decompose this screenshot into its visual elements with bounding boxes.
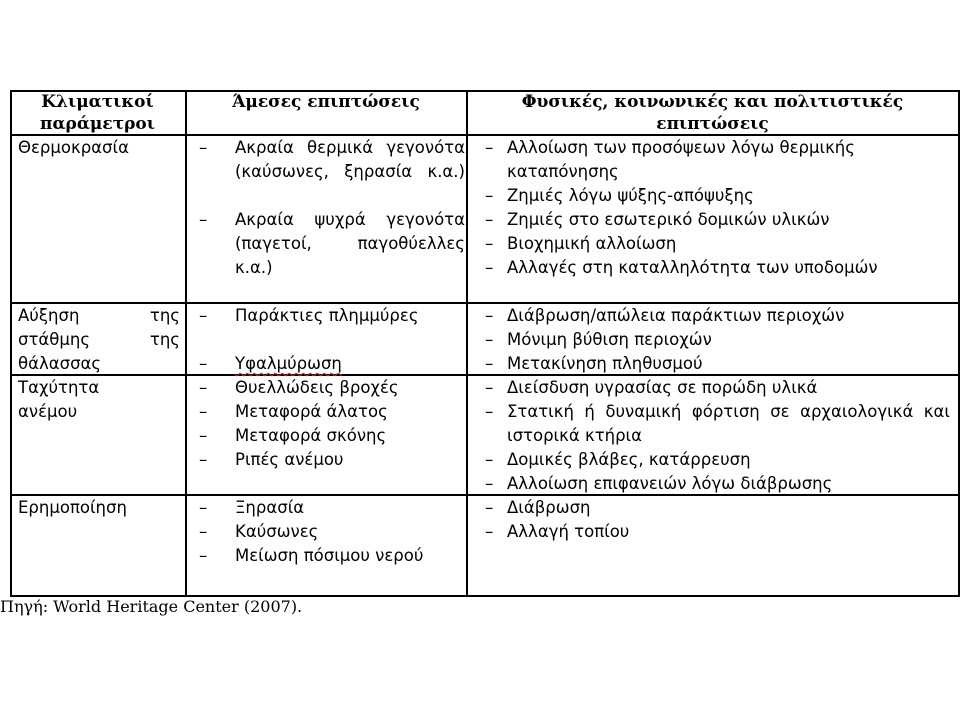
immediate-item: Μεταφορά σκόνης: [235, 426, 387, 445]
immediate-item: Μεταφορά άλατος: [235, 402, 388, 421]
immediate-item: Μείωση πόσιμου νερού: [235, 546, 424, 565]
header-immediate-impacts: Άμεσες επιπτώσεις: [232, 92, 420, 112]
effect-item: Διάβρωση/απώλεια παράκτιων περιοχών: [507, 306, 845, 325]
dash-marker: –: [199, 138, 208, 157]
immediate-item-text: Υφαλμύρωση: [235, 354, 342, 373]
dash-marker: –: [199, 378, 208, 397]
header-parameters: Κλιματικοί παράμετροι: [40, 92, 155, 134]
dash-marker: –: [485, 210, 494, 229]
effect-item: Δομικές βλάβες, κατάρρευση: [507, 450, 751, 469]
effect-item: Αλλοίωση των προσόψεων λόγω θερμικής καταπόνησης: [507, 138, 855, 181]
dash-marker: –: [485, 378, 494, 397]
dash-marker: –: [199, 426, 208, 445]
immediate-item: [235, 208, 465, 280]
dash-marker: –: [485, 498, 494, 517]
effect-item: Βιοχημική αλλοίωση: [507, 234, 677, 253]
dash-marker: –: [199, 354, 208, 373]
dash-marker: –: [199, 498, 208, 517]
dash-marker: –: [485, 522, 494, 541]
effect-item: Αλλαγή τοπίου: [507, 522, 630, 541]
immediate-item: Παράκτιες πλημμύρες: [235, 306, 419, 325]
column-divider-2: [466, 90, 468, 597]
dash-marker: –: [485, 306, 494, 325]
dash-marker: –: [199, 306, 208, 325]
effect-item: Αλλαγές στη καταλληλότητα των υποδομών: [507, 258, 878, 277]
immediate-item-text: Ακραία ψυχρά γεγονότα (παγετοί, παγοθύελλες κ.α.): [235, 210, 465, 277]
table-border-left: [10, 90, 12, 597]
dash-marker: –: [485, 402, 494, 421]
dash-marker: –: [485, 354, 494, 373]
dash-marker: –: [485, 450, 494, 469]
dash-marker: –: [485, 138, 494, 157]
column-divider-1: [185, 90, 187, 597]
effect-item: Μόνιμη βύθιση περιοχών: [507, 330, 712, 349]
immediate-item: Ακραία θερμικά γεγονότα (καύσωνες, ξηρασία κ.α.): [235, 138, 465, 181]
parameter-sea-level-rise: Αύξηση της στάθμης της θάλασσας: [18, 306, 180, 373]
parameter-wind-speed: Ταχύτητα ανέμου: [18, 378, 100, 421]
immediate-item: Καύσωνες: [235, 522, 319, 541]
effect-item: Ζημιές λόγω ψύξης-απόψυξης: [507, 186, 754, 205]
dash-marker: –: [485, 474, 494, 493]
effect-item: Αλλοίωση επιφανειών λόγω διάβρωσης: [507, 474, 833, 493]
immediate-item: Ξηρασία: [235, 498, 305, 517]
header-wider-impacts: Φυσικές, κοινωνικές και πολιτιστικές επιπτώσεις: [521, 92, 904, 134]
dash-marker: –: [199, 546, 208, 565]
dash-marker: –: [485, 330, 494, 349]
parameter-temperature: Θερμοκρασία: [18, 138, 129, 157]
immediate-item: Θυελλώδεις βροχές: [235, 378, 399, 397]
effect-item: Μετακίνηση πληθυσμού: [507, 354, 703, 373]
effect-item: Ζημιές στο εσωτερικό δομικών υλικών: [507, 210, 830, 229]
dash-marker: –: [199, 522, 208, 541]
table-border-right: [958, 90, 960, 597]
effect-item: Στατική ή δυναμική φόρτιση σε αρχαιολογικά και ιστορικά κτήρια: [507, 402, 950, 445]
dash-marker: –: [199, 402, 208, 421]
source-note: Πηγή: World Heritage Center (2007).: [0, 597, 303, 616]
effect-item: Διείσδυση υγρασίας σε πορώδη υλικά: [507, 378, 818, 397]
parameter-desertification: Ερημοποίηση: [18, 498, 127, 517]
dash-marker: –: [485, 258, 494, 277]
immediate-item: [235, 352, 465, 376]
dash-marker: –: [485, 234, 494, 253]
dash-marker: –: [485, 186, 494, 205]
effect-item: Διάβρωση: [507, 498, 591, 517]
dash-marker: –: [199, 450, 208, 469]
dash-marker: –: [199, 210, 208, 229]
immediate-item: Ριπές ανέμου: [235, 450, 344, 469]
climate-impacts-table: [10, 90, 960, 597]
